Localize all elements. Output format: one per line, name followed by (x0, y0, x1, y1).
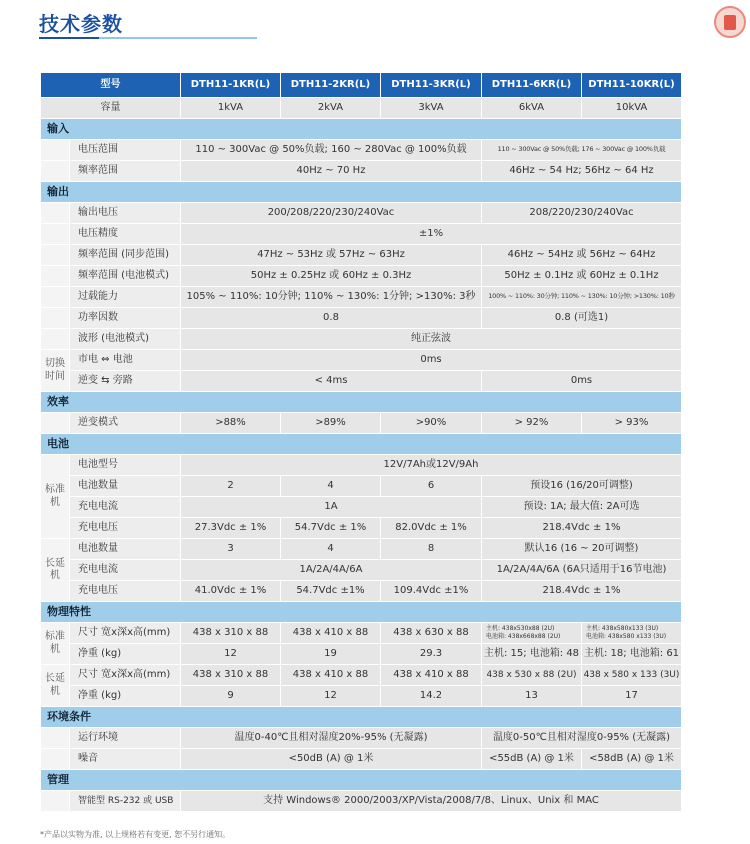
table-row (41, 644, 682, 665)
table-row (41, 665, 682, 686)
row-label: 电池型号 (70, 455, 181, 476)
table-row (41, 686, 682, 707)
row-label: 逆变 ⇆ 旁路 (70, 371, 181, 392)
header-model: DTH11-10KR(L) (582, 73, 682, 98)
section-title: 效率 (41, 392, 682, 413)
cell: > 93% (582, 413, 682, 434)
cell: 1A/2A/4A/6A (6A只适用于16节电池) (482, 560, 682, 581)
cell: <55dB (A) @ 1米 (482, 749, 582, 770)
cell: 41.0Vdc ± 1% (181, 581, 281, 602)
cell: 19 (281, 644, 381, 665)
cell: 预设: 1A; 最大值: 2A可选 (482, 497, 682, 518)
cell: 200/208/220/230/240Vac (181, 203, 482, 224)
group-label: 标准机 (41, 623, 70, 665)
section-row (41, 770, 682, 791)
cell: 438 x 580 x 133 (3U) (582, 665, 682, 686)
table-row (41, 476, 682, 497)
table-row (41, 455, 682, 476)
section-title: 物理特性 (41, 602, 682, 623)
row-label: 充电电流 (70, 497, 181, 518)
header-model: DTH11-1KR(L) (181, 73, 281, 98)
cell: >90% (381, 413, 482, 434)
cell: 4 (281, 539, 381, 560)
cell: < 4ms (181, 371, 482, 392)
cell: 主机: 438x580x133 (3U) 电池箱: 438x580 x133 (3U) (582, 623, 682, 644)
cell: 46Hz ~ 54Hz 或 56Hz ~ 64Hz (482, 245, 682, 266)
table-row (41, 161, 682, 182)
cell: 40Hz ~ 70 Hz (181, 161, 482, 182)
table-row (41, 539, 682, 560)
cell: 8 (381, 539, 482, 560)
row-label: 噪音 (70, 749, 181, 770)
cell: 54.7Vdc ± 1% (281, 518, 381, 539)
table-row (41, 140, 682, 161)
row-label: 频率范围 (70, 161, 181, 182)
table-row (41, 749, 682, 770)
cell: 主机: 18; 电池箱: 61 (582, 644, 682, 665)
cell: 2kVA (281, 98, 381, 119)
cell: 110 ~ 300Vac @ 50%负载; 160 ~ 280Vac @ 100%负载 (181, 140, 482, 161)
group-label: 长延机 (41, 539, 70, 602)
row-label: 电池数量 (70, 539, 181, 560)
cell: 2 (181, 476, 281, 497)
cell: 主机: 15; 电池箱: 48 (482, 644, 582, 665)
cell: 1kVA (181, 98, 281, 119)
cell: 17 (582, 686, 682, 707)
table-row (41, 98, 682, 119)
table-row (41, 329, 682, 350)
table-row (41, 203, 682, 224)
table-row (41, 560, 682, 581)
cell: 218.4Vdc ± 1% (482, 581, 682, 602)
section-row (41, 182, 682, 203)
table-header-row (41, 73, 682, 98)
cell: 6kVA (482, 98, 582, 119)
cell: 109.4Vdc ±1% (381, 581, 482, 602)
table-row (41, 728, 682, 749)
row-label: 尺寸 宽x深x高(mm) (70, 623, 181, 644)
cell: 438 x 630 x 88 (381, 623, 482, 644)
cell: <50dB (A) @ 1米 (181, 749, 482, 770)
row-label: 容量 (41, 98, 181, 119)
cell: 100% ~ 110%: 30分钟; 110% ~ 130%: 10分钟; >130%: 10秒 (482, 287, 682, 308)
section-title: 管理 (41, 770, 682, 791)
table-row (41, 581, 682, 602)
cell: 46Hz ~ 54 Hz; 56Hz ~ 64 Hz (482, 161, 682, 182)
row-label: 电压精度 (70, 224, 181, 245)
cell: 438 x 530 x 88 (2U) (482, 665, 582, 686)
cell: <58dB (A) @ 1米 (582, 749, 682, 770)
row-label: 输出电压 (70, 203, 181, 224)
section-row (41, 602, 682, 623)
section-row (41, 392, 682, 413)
table-row (41, 791, 682, 812)
table-row (41, 224, 682, 245)
section-title: 电池 (41, 434, 682, 455)
cell: 438 x 410 x 88 (281, 665, 381, 686)
cell: 29.3 (381, 644, 482, 665)
table-row (41, 371, 682, 392)
section-title: 输出 (41, 182, 682, 203)
cell: 4 (281, 476, 381, 497)
page-title: 技术参数 (39, 12, 123, 36)
table-row (41, 518, 682, 539)
row-label: 功率因数 (70, 308, 181, 329)
row-label: 市电 ⇔ 电池 (70, 350, 181, 371)
table-row (41, 623, 682, 644)
row-label: 充电电压 (70, 518, 181, 539)
cell: 105% ~ 110%: 10分钟; 110% ~ 130%: 1分钟; >130%: 3秒 (181, 287, 482, 308)
cell: 9 (181, 686, 281, 707)
cell: 50Hz ± 0.1Hz 或 60Hz ± 0.1Hz (482, 266, 682, 287)
table-row (41, 497, 682, 518)
header-model: DTH11-3KR(L) (381, 73, 482, 98)
cell: 54.7Vdc ±1% (281, 581, 381, 602)
table-row (41, 308, 682, 329)
cell: 温度0-40℃且相对湿度20%-95% (无凝露) (181, 728, 482, 749)
cell: 12 (181, 644, 281, 665)
row-label: 充电电流 (70, 560, 181, 581)
cell: 0.8 (可选1) (482, 308, 682, 329)
row-label: 净重 (kg) (70, 686, 181, 707)
cell: 14.2 (381, 686, 482, 707)
spec-table (40, 72, 682, 812)
cell: 47Hz ~ 53Hz 或 57Hz ~ 63Hz (181, 245, 482, 266)
cell: 13 (482, 686, 582, 707)
cell: 438 x 410 x 88 (381, 665, 482, 686)
table-row (41, 287, 682, 308)
section-title: 环境条件 (41, 707, 682, 728)
cell: 主机: 438x530x88 (2U) 电池箱: 438x668x88 (2U) (482, 623, 582, 644)
header-model: DTH11-2KR(L) (281, 73, 381, 98)
table-row (41, 413, 682, 434)
cell: 1A/2A/4A/6A (181, 560, 482, 581)
section-title: 输入 (41, 119, 682, 140)
cell: 218.4Vdc ± 1% (482, 518, 682, 539)
cell: 208/220/230/240Vac (482, 203, 682, 224)
row-label: 电池数量 (70, 476, 181, 497)
row-label: 智能型 RS-232 或 USB (70, 791, 181, 812)
cell: 支持 Windows® 2000/2003/XP/Vista/2008/7/8、Linux、Unix 和 MAC (181, 791, 682, 812)
group-label: 长延机 (41, 665, 70, 707)
cell: >88% (181, 413, 281, 434)
cell: 1A (181, 497, 482, 518)
cell: 10kVA (582, 98, 682, 119)
cell: 6 (381, 476, 482, 497)
row-label: 电压范围 (70, 140, 181, 161)
footnote: *产品以实物为准, 以上规格若有变更, 恕不另行通知。 (40, 830, 231, 839)
cell: 3 (181, 539, 281, 560)
cell: 12 (281, 686, 381, 707)
section-row (41, 434, 682, 455)
table-row (41, 350, 682, 371)
cell: 438 x 310 x 88 (181, 623, 281, 644)
row-label: 尺寸 宽x深x高(mm) (70, 665, 181, 686)
header-model: DTH11-6KR(L) (482, 73, 582, 98)
section-row (41, 707, 682, 728)
row-label: 充电电压 (70, 581, 181, 602)
document-icon (714, 6, 746, 38)
row-label: 过载能力 (70, 287, 181, 308)
group-label: 标准机 (41, 455, 70, 539)
row-label: 频率范围 (电池模式) (70, 266, 181, 287)
title-underline (39, 37, 257, 39)
cell: 12V/7Ah或12V/9Ah (181, 455, 682, 476)
row-label: 逆变模式 (70, 413, 181, 434)
cell: 0.8 (181, 308, 482, 329)
cell: 438 x 410 x 88 (281, 623, 381, 644)
cell: 438 x 310 x 88 (181, 665, 281, 686)
section-row (41, 119, 682, 140)
row-label: 运行环境 (70, 728, 181, 749)
cell: 默认16 (16 ~ 20可调整) (482, 539, 682, 560)
cell: 预设16 (16/20可调整) (482, 476, 682, 497)
cell: 110 ~ 300Vac @ 50%负载; 176 ~ 300Vac @ 100%负载 (482, 140, 682, 161)
cell: 纯正弦波 (181, 329, 682, 350)
cell: >89% (281, 413, 381, 434)
row-label: 频率范围 (同步范围) (70, 245, 181, 266)
cell: > 92% (482, 413, 582, 434)
row-label: 波形 (电池模式) (70, 329, 181, 350)
cell: 50Hz ± 0.25Hz 或 60Hz ± 0.3Hz (181, 266, 482, 287)
table-row (41, 245, 682, 266)
header-model-label: 型号 (41, 73, 181, 98)
row-label: 净重 (kg) (70, 644, 181, 665)
cell: 温度0-50℃且相对湿度0-95% (无凝露) (482, 728, 682, 749)
cell: 82.0Vdc ± 1% (381, 518, 482, 539)
cell: ±1% (181, 224, 682, 245)
cell: 0ms (181, 350, 682, 371)
cell: 27.3Vdc ± 1% (181, 518, 281, 539)
table-row (41, 266, 682, 287)
cell: 3kVA (381, 98, 482, 119)
cell: 0ms (482, 371, 682, 392)
group-label: 切换时间 (41, 350, 70, 392)
